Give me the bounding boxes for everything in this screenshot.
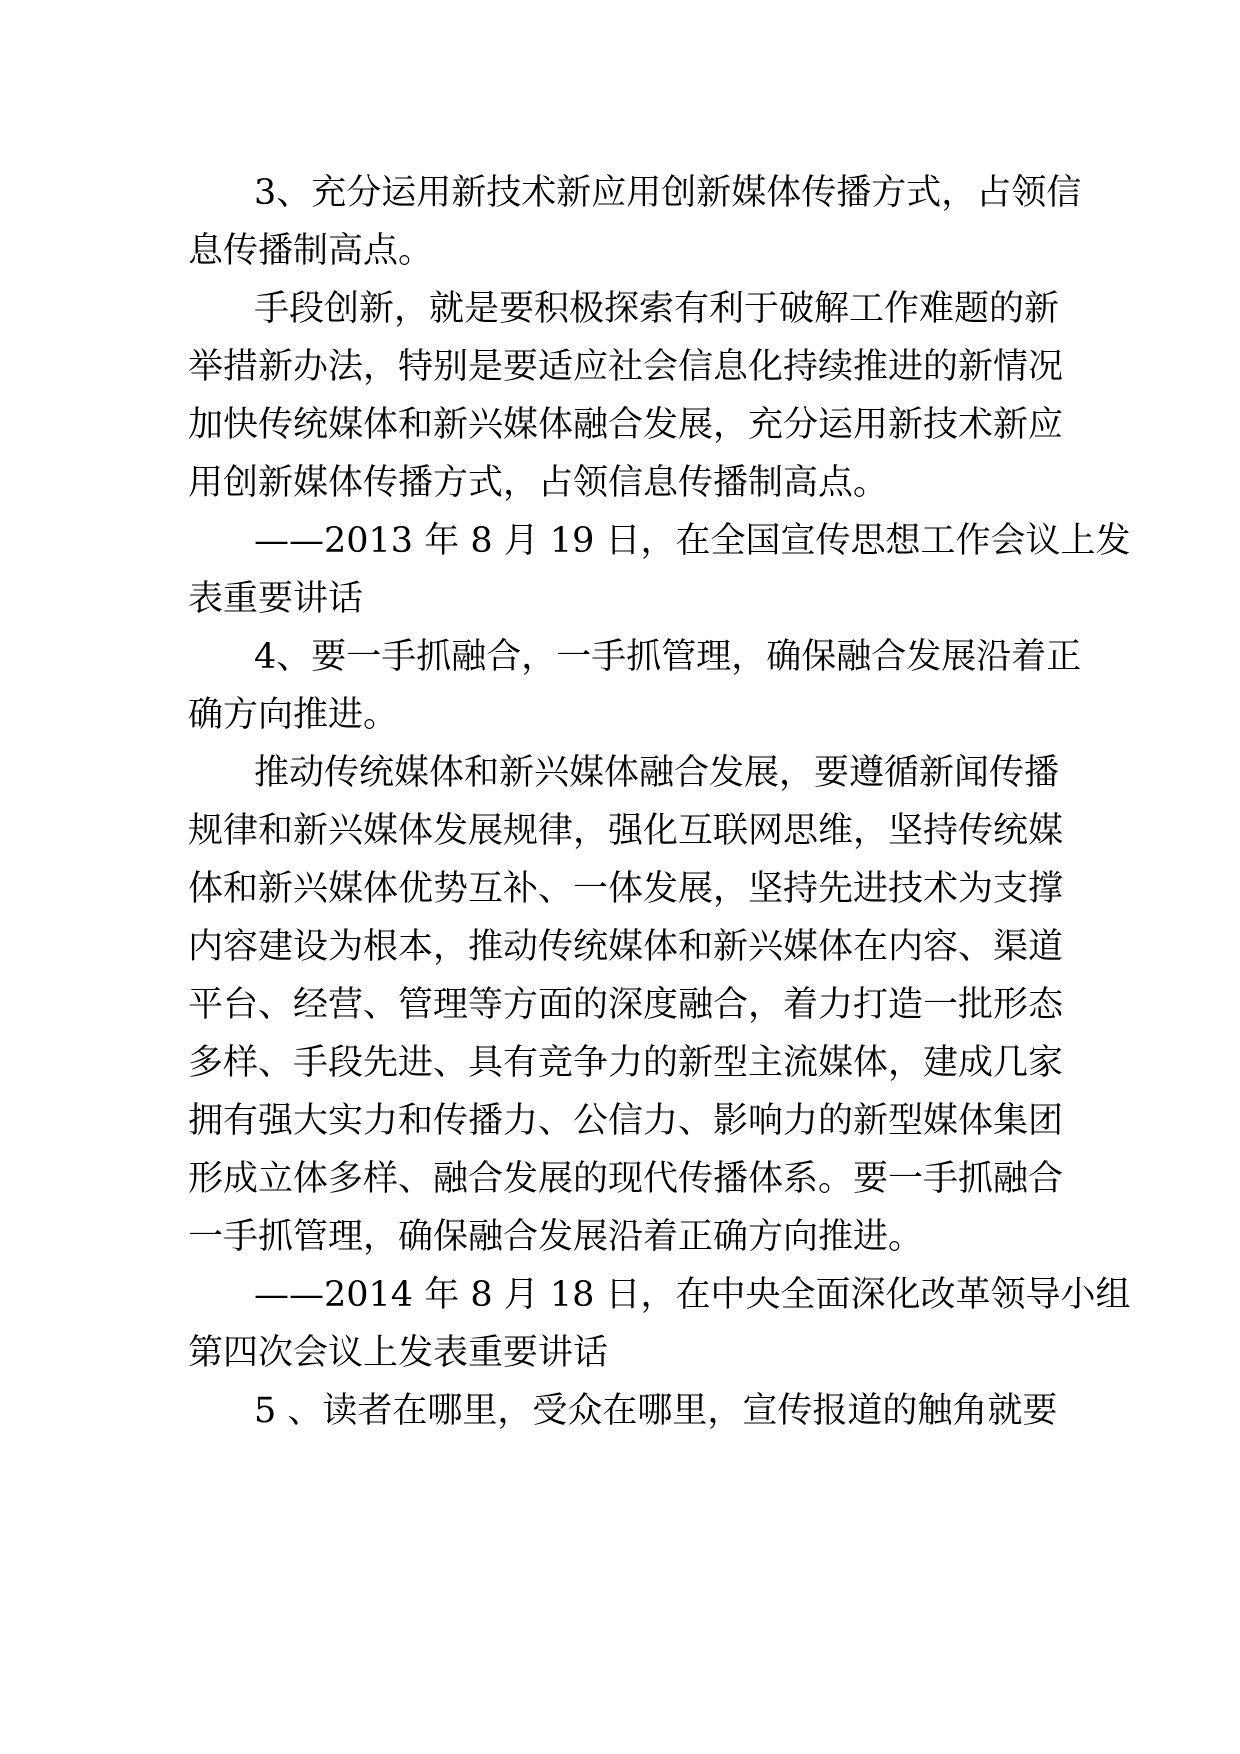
heading-4-cont: 确方向推进。 — [188, 695, 399, 735]
source-attribution: ——2013 年 8 月 19 日，在全国宣传思想工作会议上发 — [254, 521, 1131, 561]
heading-5: 5 、读者在哪里，受众在哪里，宣传报道的触角就要 — [254, 1391, 1058, 1431]
paragraph-line: 举措新办法，特别是要适应社会信息化持续推进的新情况 — [188, 347, 1064, 387]
heading-3: 3、充分运用新技术新应用创新媒体传播方式，占领信 — [254, 173, 1082, 213]
paragraph-line: 推动传统媒体和新兴媒体融合发展，要遵循新闻传播 — [254, 753, 1060, 793]
source-attribution: ——2014 年 8 月 18 日，在中央全面深化改革领导小组 — [254, 1275, 1131, 1315]
paragraph-line: 形成立体多样、融合发展的现代传播体系。要一手抓融合 — [188, 1159, 1064, 1199]
heading-4: 4、要一手抓融合，一手抓管理，确保融合发展沿着正 — [254, 637, 1082, 677]
source-attribution-cont: 表重要讲话 — [188, 579, 364, 619]
paragraph-line: 体和新兴媒体优势互补、一体发展，坚持先进技术为支撑 — [188, 869, 1064, 909]
paragraph-line: 用创新媒体传播方式，占领信息传播制高点。 — [188, 463, 889, 503]
source-attribution-cont: 第四次会议上发表重要讲话 — [188, 1333, 609, 1373]
paragraph-line: 拥有强大实力和传播力、公信力、影响力的新型媒体集团 — [188, 1101, 1064, 1141]
paragraph-line: 一手抓管理，确保融合发展沿着正确方向推进。 — [188, 1217, 924, 1257]
paragraph-line: 规律和新兴媒体发展规律，强化互联网思维，坚持传统媒 — [188, 811, 1064, 851]
heading-3-cont: 息传播制高点。 — [188, 231, 434, 271]
paragraph-line: 内容建设为根本，推动传统媒体和新兴媒体在内容、渠道 — [188, 927, 1064, 967]
paragraph-line: 平台、经营、管理等方面的深度融合，着力打造一批形态 — [188, 985, 1064, 1025]
paragraph-line: 多样、手段先进、具有竞争力的新型主流媒体，建成几家 — [188, 1043, 1064, 1083]
paragraph-line: 加快传统媒体和新兴媒体融合发展，充分运用新技术新应 — [188, 405, 1064, 445]
paragraph-line: 手段创新，就是要积极探索有利于破解工作难题的新 — [254, 289, 1060, 329]
